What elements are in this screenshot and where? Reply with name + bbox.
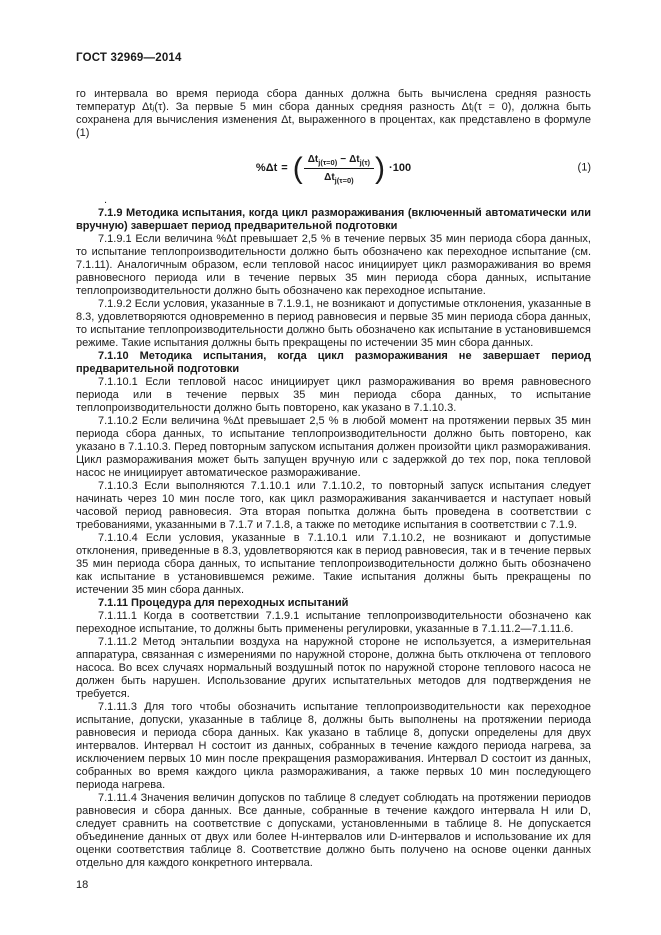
section-heading: 7.1.11 Процедура для переходных испытаний [98, 597, 349, 609]
paragraph: 7.1.10.1 Если тепловой насос инициирует цикл размораживания во время равновесного периода или в течение первых 35 мин периода сбора данных, то испытание теплопроизводительности должно быть повторено, как указано в 7.1.10.3. [76, 376, 591, 414]
page-number: 18 [76, 879, 89, 891]
paragraph: 7.1.10.2 Если величина %Δt превышает 2,5 % в любой момент на протяжении первых 35 мин периода сбора данных, то испытание теплопроизводительности должно быть повторено, как указано в 7.1.10.3. Перед повторным запуском испытания должен произойти цикл размораживания. Цикл размораживания может быть запущен вручную или с задержкой до тех пор, пока тепловой насос не инициирует автоматическое размораживание. [76, 415, 591, 479]
minus-sign: − [340, 153, 347, 165]
numerator-term2-sub: j(τ) [359, 157, 371, 167]
formula-block [76, 147, 591, 189]
paragraph: 7.1.9.1 Если величина %Δt превышает 2,5 % в течение первых 35 мин периода сбора данных, то испытание теплопроизводительности должно быть обозначено как переходное испытание (см. 7.1.11). Аналогичным образом, если тепловой насос инициирует цикл размораживания во время равновесного периода или в течение первых 35 мин периода сбора данных, испытание теплопроизводительности должно быть обозначено как переходное испытание. [76, 233, 591, 297]
formula-lhs: %Δt [255, 161, 278, 174]
section-heading: 7.1.9 Методика испытания, когда цикл размораживания (включенный автоматически или вручную) завершает период предварительной подготовки [76, 207, 591, 232]
denominator-term-sub: j(τ=0) [334, 175, 354, 185]
paragraph: 7.1.10.4 Если условия, указанные в 7.1.10.1 или 7.1.10.2, не возникают и допустимые отклонения, приведенные в 8.3, удовлетворяются как в период равновесия, так и в течение первых 35 мин периода сбора данных, то испытание теплопроизводительности должно быть обозначено как испытание в установившемся режиме. Такие испытания должны быть прекращены по истечении 35 мин сбора данных. [76, 532, 591, 596]
paragraph: . [104, 194, 108, 206]
denominator-term: Δt [324, 171, 335, 183]
document-body [76, 88, 591, 870]
formula-multiplier: ·100 [389, 161, 412, 174]
paragraph-continued: го интервала во время периода сбора данных должна быть вычислена средняя разность температур Δtⱼ(τ). За первые 5 мин сбора данных средняя разность Δtⱼ(τ = 0), должна быть сохранена для вычисления изменения Δt, выраженного в процентах, как представлено в формуле (1) [76, 88, 591, 139]
paragraph: 7.1.11.4 Значения величин допусков по таблице 8 следует соблюдать на протяжении периодов равновесия и сбора данных. Все данные, собранные в течение каждого интервала H или D, следует сравнить на соответствие с допусками, установленными в таблице 8. Не допускается объединение данных от двух или более H-интервалов или D-интервалов и использование их для оценки соответствия таблице 8. Соответствие должно быть получено на основе оценки данных отдельно для каждого конкретного интервала. [76, 792, 591, 869]
numerator-term2: Δt [349, 153, 360, 165]
section-blocks [76, 194, 591, 870]
open-paren: ( [292, 151, 303, 185]
formula-equals: = [281, 161, 288, 174]
document-code: ГОСТ 32969—2014 [76, 52, 182, 64]
formula-fraction [304, 153, 374, 184]
paragraph: 7.1.11.1 Когда в соответствии 7.1.9.1 испытание теплопроизводительности обозначено как переходное испытание, то должны быть применены регулировки, указанные в 7.1.11.2—7.1.11.6. [76, 610, 591, 635]
paragraph: 7.1.11.3 Для того чтобы обозначить испытание теплопроизводительности как переходное испытание, допуски, указанные в таблице 8, должны быть выполнены на протяжении периода равновесия и периода сбора данных. Как указано в таблице 8, допуски определены для двух интервалов. Интервал H состоит из данных, собранных в течение каждого периода нагрева, за исключением первых 10 мин после прекращения размораживания. Интервал D состоит из данных, собранных во время каждого цикла размораживания, а также первых 10 мин последующего периода нагрева. [76, 701, 591, 791]
fraction-denominator [304, 169, 374, 184]
numerator-term1-sub: j(τ=0) [318, 157, 338, 167]
paragraph: 7.1.9.2 Если условия, указанные в 7.1.9.1, не возникают и допустимые отклонения, указанные в 8.3, удовлетворяются одновременно в период равновесия и первые 35 мин периода сбора данных, то испытание теплопроизводительности должно быть обозначено как испытание в установившемся режиме. Такие испытания должны быть прекращены по истечении 35 мин сбора данных. [76, 298, 591, 349]
fraction-numerator [304, 153, 374, 169]
paragraph: 7.1.10.3 Если выполняются 7.1.10.1 или 7.1.10.2, то повторный запуск испытания следует начинать через 10 мин после того, как цикл размораживания заканчивается и наступает новый часовой период равновесия. Эта вторая попытка должна быть проведена в соответствии с требованиями, указанными в 7.1.7 и 7.1.8, а также по методике испытания в соответствии с 7.1.9. [76, 480, 591, 531]
equation-number: (1) [577, 161, 591, 174]
close-paren: ) [375, 151, 386, 185]
paragraph: 7.1.11.2 Метод энтальпии воздуха на наружной стороне не используется, а измерительная аппаратура, связанная с измерениями по наружной стороне, должна быть отключена от теплового насоса. Во всех случаях нормальный воздушный поток по наружной стороне теплового насоса не должен быть нарушен. Использование других испытательных методов для подтверждения не требуется. [76, 636, 591, 700]
section-heading: 7.1.10 Методика испытания, когда цикл размораживания не завершает период предварительной подготовки [76, 350, 591, 375]
numerator-term1: Δt [307, 153, 319, 165]
formula-expression [256, 153, 411, 184]
